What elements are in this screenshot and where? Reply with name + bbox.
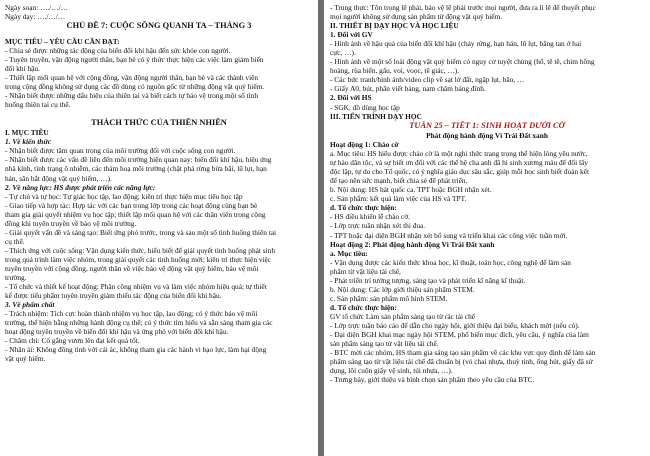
right-text-line: II. THIẾT BỊ DẠY HỌC VÀ HỌC LIỆU — [330, 21, 459, 31]
right-text-line: - Lớp trực tuần báo cáo để dẫn cho ngày hội, giới thiệu đại biểu, khách mời (nếu có). — [330, 321, 580, 330]
right-text-line: - BTC mời các nhóm, HS tham gia sáng tạo sản phẩm về các khu vực quy định để làm sản — [330, 348, 596, 358]
right-text-line: - Các bức tranh/hình ảnh/video clip về sạt lở đất, ngập lụt, bão, … — [330, 75, 525, 85]
left-text-line: I. MỤC TIÊU — [5, 128, 49, 138]
right-text-line: 1. Đối với GV — [330, 30, 373, 40]
right-text-line: hoàng, rùa biển, gấu, voi, voọc, tê giác, …). — [330, 66, 460, 76]
left-text-line: - Nhận biết được những dấu hiệu của thiên tai và biết cách tự bảo vệ trong một số tình — [5, 90, 259, 100]
left-text-line: kế được tiểu phẩm tuyên truyền giảm thiểu tác động của biến đổi khí hậu. — [5, 291, 222, 301]
right-text-line: mọi người không sử dụng sản phẩm từ động vật quý hiếm. — [330, 12, 503, 22]
left-text-line: trong cộng đồng không sử dụng các đồ dùng có nguồn gốc từ những động vật quý hiếm. — [5, 81, 265, 91]
right-text-line: phẩm từ vật liệu tái chế, — [330, 266, 401, 276]
right-text-line: sản phẩm sáng tạo từ vật liệu tái chế. — [330, 339, 439, 349]
left-text-line: CHỦ ĐỀ 7: CUỘC SỐNG QUANH TA – THÁNG 3 — [66, 21, 252, 31]
left-text-line: - Tổ chức và thiết kế hoạt động: Phân công nhiệm vụ và làm việc nhóm hiệu quả; tự thiết — [5, 282, 267, 292]
left-text-line: trong quá trình làm việc nhóm, trong giải quyết các tình huống mới; kiên trì thực hiện việc — [5, 254, 272, 264]
left-text-line: đồng khi tuyên truyền về bảo vệ môi trường. — [5, 218, 137, 228]
left-text-line: - Trách nhiệm: Tích cực hoàn thành nhiệm vụ học tập, lao động; có ý thức bảo vệ môi — [5, 309, 258, 319]
right-text-line: a. Mục tiêu: — [330, 248, 368, 258]
left-text-line: - Thích ứng với cuộc sống: Vận dụng kiến thức, hiểu biết để giải quyết tình huống phát sinh — [5, 245, 275, 255]
left-text-line: nhà kính, tình trạng ô nhiễm, các thảm hoạ môi trường (chặt phá rừng bừa bãi, lũ lụt, hạn — [5, 164, 267, 174]
right-text-line: d. Tổ chức thực hiện: — [330, 203, 397, 213]
left-text-line: Ngày soạn: …./…/… — [5, 3, 69, 12]
right-text-line: d. Tổ chức thực hiện: — [330, 302, 397, 312]
right-text-line: cực, …). — [330, 48, 356, 58]
left-text-line: trường, thể hiện bằng những hành động cụ thể; có ý thức tìm hiểu và sẵn sàng tham gia các — [5, 318, 273, 328]
left-page — [0, 0, 318, 456]
left-text-line: cụ thể. — [5, 236, 25, 246]
left-text-line: đổi khí hậu. — [5, 63, 40, 73]
left-text-line: - Nhận biết được các vấn đề liên đến môi trường hiện quan nay: biến đổi khí hậu, hiệu ứng — [5, 155, 272, 165]
left-text-line: - Giao tiếp và hợp tác: Hợp tác với các bạn trong lớp trong các hoạt động cùng bạn bè — [5, 200, 258, 210]
right-text-line: Hoạt động 1: Chào cờ — [330, 140, 399, 150]
right-text-line: Phát động hành động Vì Trái Đất xanh — [426, 131, 548, 141]
right-page — [324, 0, 650, 456]
left-text-line: Ngày dạy: …./…/… — [5, 12, 66, 22]
left-text-line: vật quý hiếm. — [5, 354, 46, 364]
right-text-line: - Phát triển trí tưởng tượng, sáng tạo và phát triển kĩ năng kĩ thuật. — [330, 275, 526, 285]
right-text-line: phẩm sáng tạo từ vật liệu tái chế đã chuẩn bị (vỏ chai nhựa, thuỳ tinh, ống hút, giấy đã sử — [330, 357, 593, 367]
right-text-line: độc lập, tự do cho Tổ quốc, có ý nghĩa giáo dục sâu sắc, giúp mỗi học sinh biết đoàn kết — [330, 167, 589, 177]
left-text-line: tham gia giải quyết nhiệm vụ học tập; thiết lập mối quan hệ với các thân viên trong cộng — [5, 209, 266, 219]
left-text-line: MỤC TIÊU – YÊU CẦU CẦN ĐẠT: — [5, 36, 120, 46]
left-text-line: - Nhân ái: Không đồng tình với cái ác, không tham gia các hành vi bạo lực, làm hại động — [5, 345, 267, 355]
right-text-line: GV tổ chức Làm sản phẩm sáng tạo từ rác tái chế — [330, 311, 476, 321]
right-text-line: 2. Đối với HS — [330, 93, 372, 103]
right-text-line: TUẦN 25 – TIẾT 1: SINH HOẠT DƯỚI CỜ — [409, 120, 565, 130]
left-text-line: - Nhận biết được tầm quan trọng của môi trường đối với cuộc sống con người. — [5, 146, 236, 156]
right-text-line: - HS điều khiển lễ chào cờ. — [330, 212, 410, 222]
right-text-line: c. Sản phẩm: kết quả làm việc của HS và TPT. — [330, 194, 467, 204]
left-text-line: - Giải quyết vấn đề và sáng tạo: Biết ứng phó trước, trong và sau một số tình huống thiên tai — [5, 227, 277, 237]
left-text-line: trường. — [5, 273, 27, 283]
left-text-line: hán, săn bắt động vật quý hiếm, …). — [5, 173, 112, 183]
left-text-line — [5, 109, 313, 118]
left-text-line: hoạt động tuyên truyền về biến đổi khí hậu và ứng phó với biến đổi khí hậu. — [5, 327, 229, 337]
right-text-line: - Trung thực: Tôn trọng lẽ phải, bảo vệ lẽ phải trước mọi người, đưa ra lí lẽ để thuyết phục — [330, 3, 596, 12]
right-text-line: dụng, lõi cuộn giấy vệ sinh, túi nhựa, …). — [330, 366, 453, 376]
left-text-line: huống thiên tai cụ thể. — [5, 99, 71, 109]
right-text-line: - Đại diện BGH khai mạc ngày hội STEM, phổ biến mục đích, yêu cầu, ý nghĩa của làm — [330, 330, 589, 340]
left-text-line: 3. Về phẩm chất — [5, 300, 55, 310]
right-text-line: - Giấy A0, bút, phấn viết bảng, nam châm bảng đính. — [330, 84, 486, 94]
right-text-line: c. Sản phẩm: sản phẩm mô hình STEM. — [330, 293, 448, 303]
right-text-line: - Lớp trực tuần nhận xét thi đua. — [330, 221, 426, 231]
right-text-line: - Hình ảnh về một số loài động vật quý hiếm có nguy cơ tuyệt chủng (hổ, tê tê, chim hồng — [330, 57, 595, 67]
right-text-line: - SGK, đồ dùng học tập — [330, 102, 400, 112]
right-text-line: - Trưng bày, giới thiệu và bình chọn sản phẩm theo yêu cầu của BTC. — [330, 375, 535, 385]
left-text-line: 1. Về kiến thức — [5, 137, 52, 147]
left-text-line: 2. Về năng lực: HS được phát triển các năng lực: — [5, 182, 156, 192]
right-text-line: - TPT hoặc đại diện BGH nhận xét bổ sung và triển khai các công việc tuần mới. — [330, 230, 568, 240]
left-text-line: tuyên truyền với cộng đồng, người thân về việc bảo vệ động vật quý hiếm, bảo vệ môi — [5, 263, 259, 273]
left-text-line: THÁCH THỨC CỦA THIÊN NHIÊN — [91, 117, 227, 127]
left-text-line: - Chia sẻ được những tác động của biến đổi khí hậu đến sức khỏe con người. — [5, 45, 231, 55]
left-text-line: - Tuyên truyền, vận động người thân, bạn bè có ý thức thực hiện các việc làm giảm biến — [5, 54, 264, 64]
left-text-line: - Thiết lập mối quan hệ với cộng đồng, vận động người thân, bạn bè và các thành viên — [5, 72, 259, 82]
right-text-line: b. Nội dung: Các lớp giới thiệu sản phẩm STEM. — [330, 284, 475, 294]
right-text-line: a. Mục tiêu: HS hiểu được chào cờ là một nghi thức trang trọng thể hiện lòng yêu nước, — [330, 149, 588, 159]
left-text-line: - Tự chủ và tự học: Tự giác học tập, lao động; kiên trì thực hiện mục tiêu học tập — [5, 191, 243, 201]
right-text-line: - Hình ảnh về hậu quả của biến đổi khí hậu (cháy rừng, hạn hán, lũ lụt, băng tan ở hai — [330, 39, 582, 49]
left-text-line: - Chăm chỉ: Cố gắng vươn lên đạt kết quả tốt. — [5, 336, 140, 346]
right-text-line: để tạo nên sức mạnh, biết chia sẻ để phát triển. — [330, 176, 468, 186]
right-text-line: tự hào dân tộc, và sự biết ơn đối với các thế hệ cha anh đã hi sinh xương máu để đổi lấy — [330, 158, 588, 168]
right-text-line: Hoạt động 2: Phát động hành động Vì Trái Đất xanh — [330, 239, 495, 249]
right-text-line: b. Nội dung: HS hát quốc ca. TPT hoặc BGH nhận xét. — [330, 185, 492, 195]
right-text-line: III. TIẾN TRÌNH DẠY HỌC — [330, 111, 422, 121]
right-text-line: - Vận dụng được các kiến thức khoa học, kĩ thuật, toán học, công nghệ để làm sản — [330, 257, 571, 267]
